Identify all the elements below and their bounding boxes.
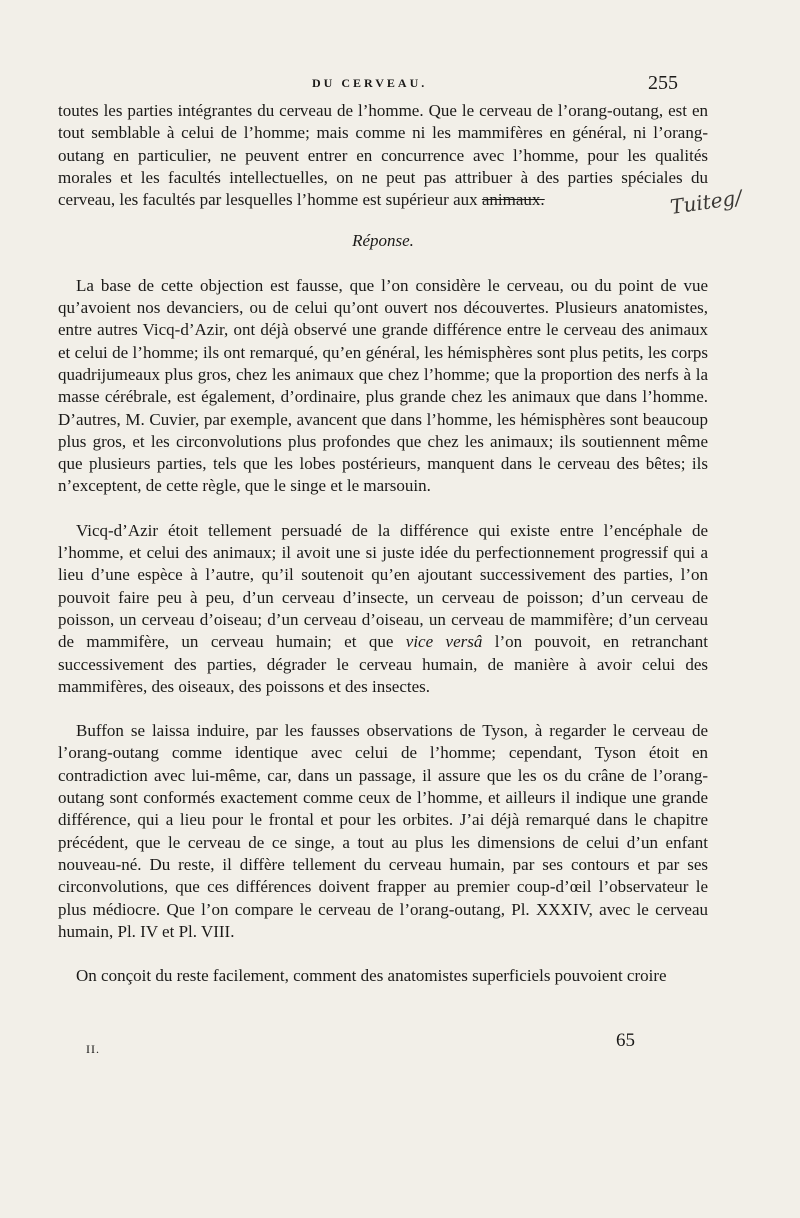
paragraph-2: La base de cette objection est fausse, que l’on considère le cerveau, ou du point de vue qu’avoient nos devanciers, ou de celui qu’ont ouvert nos découvertes. Plusieurs anatomistes, entre autres Vicq-d’Azir, ont déjà observé une grande différence entre le cerveau des animaux et celui de l’homme; ils ont remarqué, qu’en général, les hémisphères sont plus petits, les corps quadrijumeaux plus gros, chez les animaux que chez l’homme; que la proportion des nerfs à la masse cérébrale, est également, d’ordinaire, plus grande chez les animaux que dans l’homme. D’autres, M. Cuvier, par exemple, avancent que dans l’homme, les hémisphères sont beaucoup plus gros, et les circonvolutions plus profondes que chez les animaux; ils soutiennent même que plusieurs parties, tels que les lobes postérieurs, manquent dans le cerveau des bêtes; ils n’exceptent, de cette règle, que le singe et le marsouin. <box>58 275 708 496</box>
paragraph-3 <box>58 520 708 698</box>
running-head: DU CERVEAU. <box>312 76 428 90</box>
text-block <box>58 100 708 987</box>
paragraph-3-part-a: Vicq-d’Azir étoit tellement persuadé de la différence qui existe entre l’encéphale de l’homme, et celui des animaux; il avoit une si juste idée du perfectionnement progressif qui a lieu d’une espèce à l’autre, qu’il soutenoit qu’en ajoutant successivement des parties, l’on pouvoit faire peu à peu, d’un cerveau d’insecte, un cerveau de poisson; d’un cerveau de poisson, un cerveau d’oiseau; d’un cerveau d’oiseau, un cerveau de mammifère; d’un cerveau de mammifère, un cerveau humain; et que <box>58 520 708 652</box>
paragraph-1-text: toutes les parties intégrantes du cerveau de l’homme. Que le cerveau de l’orang-outang, est en tout semblable à celui de l’homme; mais comme ni les mammifères en général, ni l’orang-outang en particulier, ne peuvent entrer en concurrence avec l’homme, pour les qualités morales et les facultés intellectuelles, on ne peut pas attribuer à des parties spéciales du cerveau, les facultés par lesquelles l’homme est supérieur aux <box>58 101 708 210</box>
sheet-number: 65 <box>616 1030 635 1051</box>
latin-phrase: vice versâ <box>405 632 483 652</box>
paragraph-continuation <box>58 100 708 211</box>
struck-word: animaux. <box>481 190 545 210</box>
handwritten-margin-note: Tuiteg/ <box>668 185 744 219</box>
paragraph-5: On conçoit du reste facilement, comment des anatomistes superficiels pouvoient croire <box>76 966 667 986</box>
paragraph-4: Buffon se laissa induire, par les fausses observations de Tyson, à regarder le cerveau de l’orang-outang comme identique avec celui de l’homme; cependant, Tyson étoit en contradiction avec lui-même, car, dans un passage, il assure que les os du crâne de l’orang-outang sont conformés exactement comme ceux de l’homme, et ailleurs il indique une grande différence, qui a lieu pour le frontal et pour les orbites. J’ai déjà remarqué dans le chapitre précédent, que le cerveau de ce singe, a tout au plus les dimensions de celui d’un enfant nouveau-né. Du reste, il diffère tellement du cerveau humain, par ses contours et par ses circonvolutions, que ces différences doivent frapper au premier coup-d’œil l’observateur le plus médiocre. Que l’on compare le cerveau de l’orang-outang, Pl. XXXIV, avec le cerveau humain, Pl. IV et Pl. VIII. <box>58 721 708 941</box>
page-number: 255 <box>648 72 678 94</box>
section-heading: Réponse. <box>352 231 414 251</box>
signature-mark: II. <box>86 1042 100 1056</box>
paragraph-3-part-b: l’on pouvoit, en retranchant successivement des parties, dégrader le cerveau humain, de manière à avoir celui des mammifères, des oiseaux, des poissons et des insectes. <box>58 632 709 696</box>
